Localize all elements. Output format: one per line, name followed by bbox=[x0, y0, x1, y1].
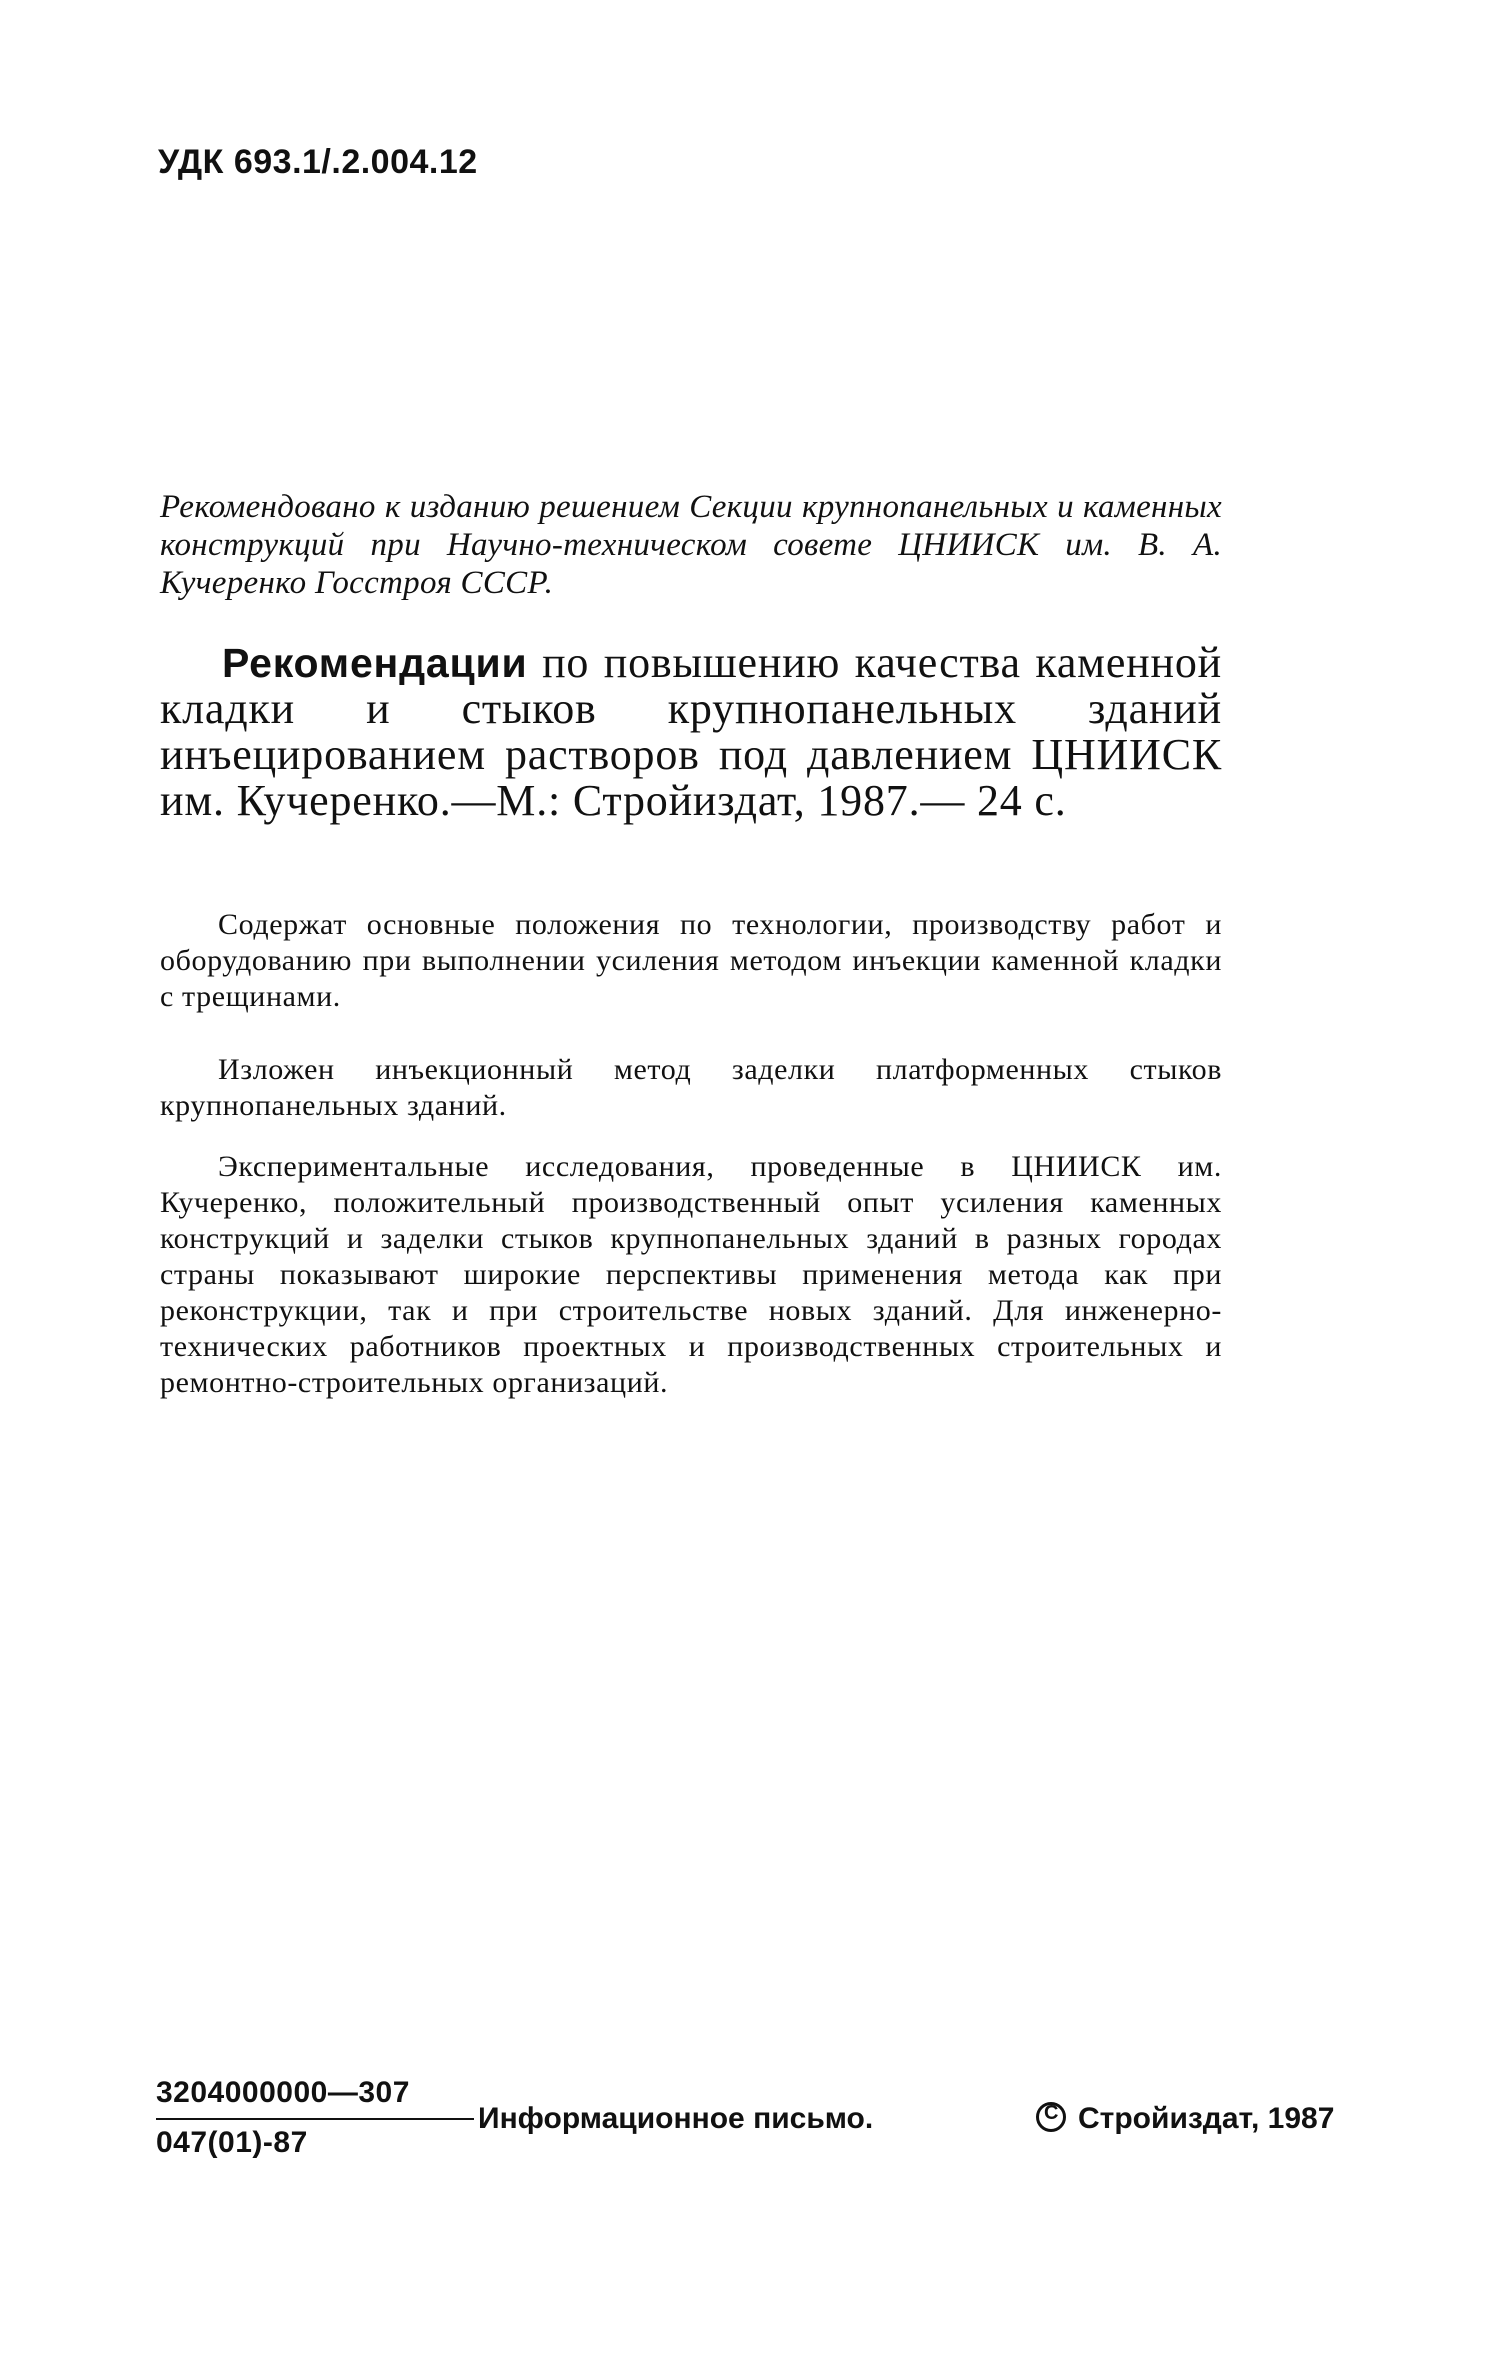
imprint-block bbox=[156, 2076, 1376, 2176]
abstract-text-3: Экспериментальные исследования, проведенные в ЦНИИСК им. Кучеренко, положительный производственный опыт усиления каменных конструкций и заделки стыков крупнопанельных зданий в разных городах страны показывают широкие перспективы применения метода как при реконструкции, так и при строительстве новых зданий. Для инженерно-технических работников проектных и производственных строительных и ремонтно-строительных организаций. bbox=[160, 1150, 1222, 1399]
publication-recommendation: Рекомендовано к изданию решением Секции крупнопанельных и каменных конструкций при Научно-техническом совете ЦНИИСК им. В. А. Кучеренко Госстроя СССР. bbox=[160, 489, 1222, 601]
publication-type: Информационное письмо. bbox=[478, 2102, 874, 2135]
abstract-paragraph-1 bbox=[160, 907, 1222, 1015]
abstract-text-2: Изложен инъекционный метод заделки платформенных стыков крупнопанельных зданий. bbox=[160, 1053, 1222, 1122]
bibliographic-details: по повышению качества каменной кладки и стыков крупнопанельных зданий инъецированием растворов под давлением ЦНИИСК им. Кучеренко.—М.: Стройиздат, 1987.— 24 с. bbox=[160, 638, 1222, 825]
copyright-notice bbox=[1036, 2102, 1334, 2136]
copyright-icon bbox=[1036, 2102, 1066, 2132]
abstract-paragraph-3 bbox=[160, 1149, 1222, 1401]
publication-code-denominator: 047(01)-87 bbox=[156, 2126, 308, 2159]
abstract-paragraph-2 bbox=[160, 1052, 1222, 1124]
bibliographic-description bbox=[160, 640, 1222, 824]
udc-code: УДК 693.1/.2.004.12 bbox=[158, 143, 478, 181]
publication-code-numerator: 3204000000—307 bbox=[156, 2076, 410, 2109]
bibliographic-title-lead: Рекомендации bbox=[222, 640, 528, 686]
copyright-text: Стройиздат, 1987 bbox=[1078, 2102, 1335, 2135]
abstract-text-1: Содержат основные положения по технологии, производству работ и оборудованию при выполнении усиления методом инъекции каменной кладки с трещинами. bbox=[160, 908, 1222, 1013]
code-fraction-line bbox=[156, 2118, 474, 2120]
